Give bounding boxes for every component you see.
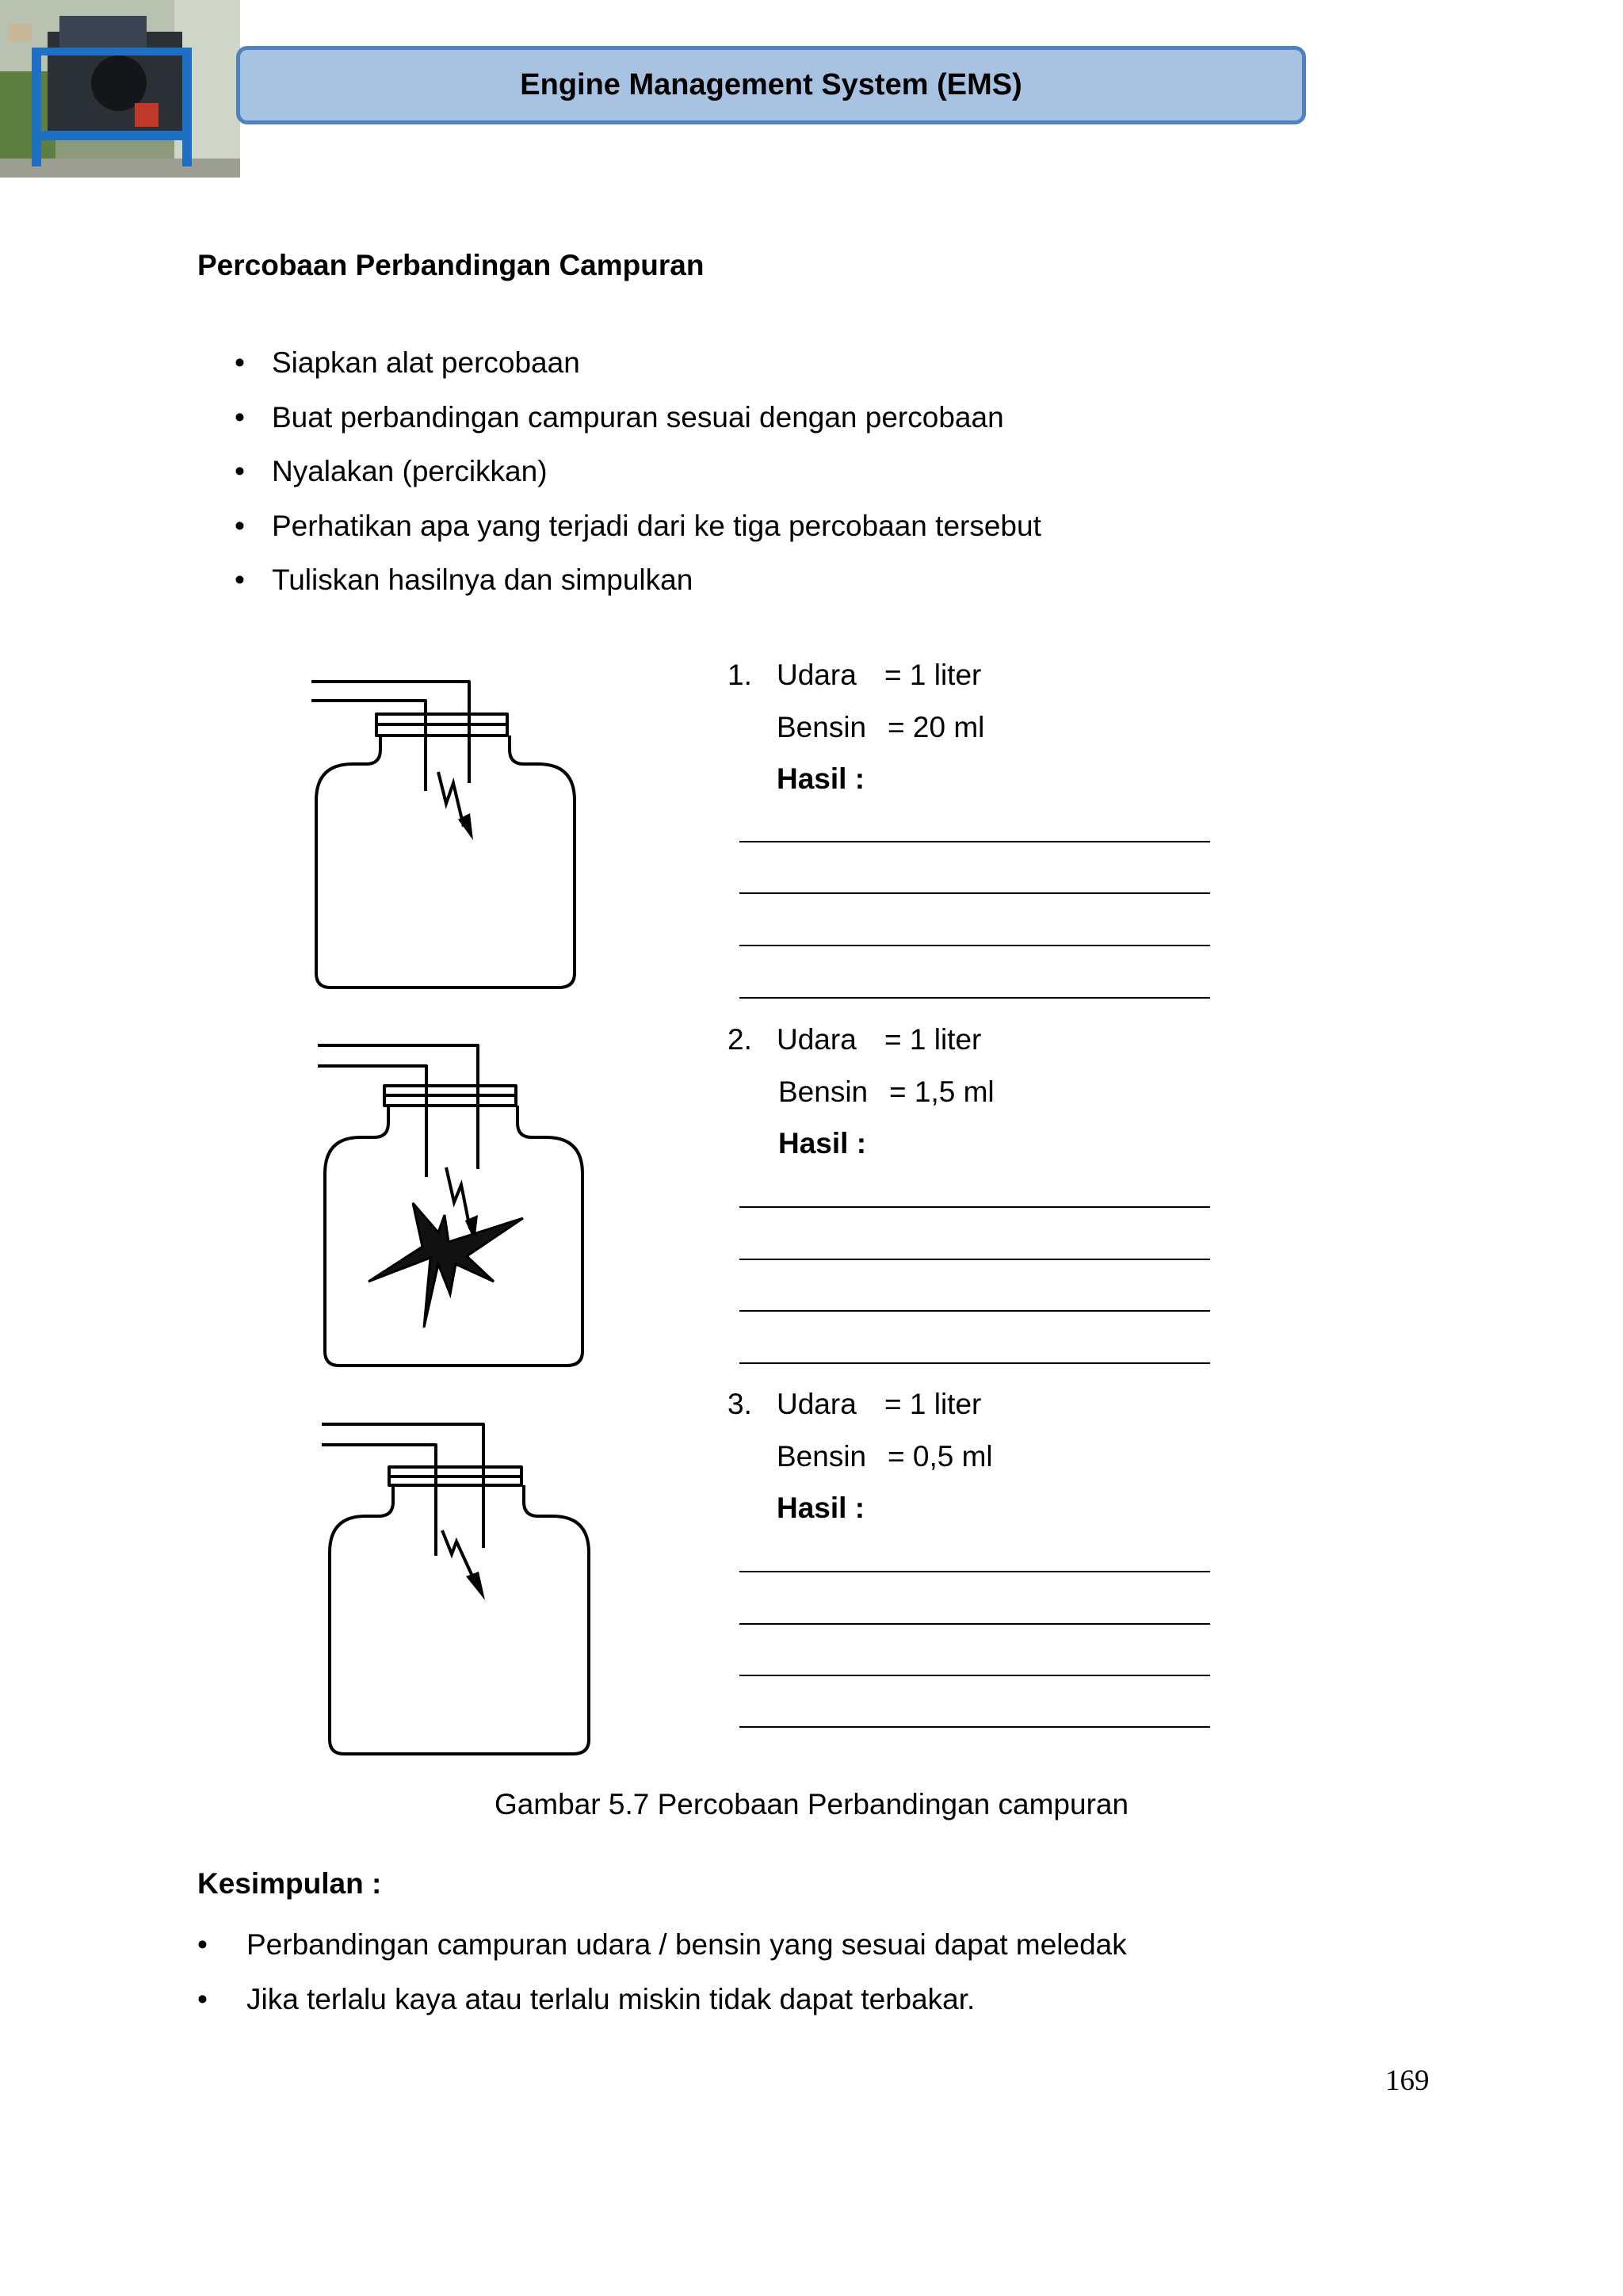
bensin-label: Bensin <box>777 711 867 743</box>
figure-caption: Gambar 5.7 Percobaan Perbandingan campuran <box>494 1788 1129 1820</box>
udara-label: Udara <box>777 659 857 691</box>
experiment-number: 2. <box>727 1023 752 1056</box>
header-banner <box>236 46 1306 124</box>
conclusion-item: • Jika terlalu kaya atau terlalu miskin tidak dapat terbakar. <box>197 1977 1127 2032</box>
experiment-2 <box>727 1018 1219 1374</box>
engine-stand-photo <box>0 0 240 178</box>
answer-line[interactable] <box>739 997 1210 999</box>
answer-line[interactable] <box>739 1675 1210 1676</box>
bensin-label: Bensin <box>777 1440 867 1473</box>
bensin-value: = 0,5 ml <box>888 1440 993 1473</box>
answer-line[interactable] <box>739 1726 1210 1728</box>
experiment-1 <box>727 653 1219 1010</box>
jar-diagram-3 <box>315 1413 601 1762</box>
answer-line[interactable] <box>739 945 1210 946</box>
udara-label: Udara <box>777 1388 857 1420</box>
hasil-label: Hasil : <box>777 1492 865 1524</box>
procedure-step: • Tuliskan hasilnya dan simpulkan <box>235 558 1041 613</box>
experiment-3 <box>727 1382 1219 1739</box>
answer-line[interactable] <box>739 1362 1210 1364</box>
udara-value: = 1 liter <box>884 1023 982 1056</box>
procedure-step: • Perhatikan apa yang terjadi dari ke tiga percobaan tersebut <box>235 504 1041 559</box>
procedure-step: • Siapkan alat percobaan <box>235 341 1041 395</box>
jar-diagram-2 <box>311 1034 597 1375</box>
bensin-value: = 1,5 ml <box>889 1075 995 1108</box>
hasil-label: Hasil : <box>778 1127 867 1159</box>
answer-line[interactable] <box>739 1206 1210 1208</box>
jar-diagram-1 <box>305 664 590 997</box>
answer-line[interactable] <box>739 1623 1210 1625</box>
answer-line[interactable] <box>739 892 1210 894</box>
header-title: Engine Management System (EMS) <box>520 68 1022 101</box>
page-number: 169 <box>1385 2065 1430 2097</box>
conclusion-title: Kesimpulan : <box>197 1867 382 1900</box>
udara-label: Udara <box>777 1023 857 1056</box>
section-title: Percobaan Perbandingan Campuran <box>197 249 705 281</box>
answer-line[interactable] <box>739 1571 1210 1572</box>
bensin-value: = 20 ml <box>888 711 985 743</box>
conclusion-list <box>197 1923 1127 2031</box>
experiment-number: 1. <box>727 659 752 691</box>
procedure-step: • Buat perbandingan campuran sesuai dengan percobaan <box>235 395 1041 450</box>
udara-value: = 1 liter <box>884 1388 982 1420</box>
answer-line[interactable] <box>739 1310 1210 1312</box>
bensin-label: Bensin <box>778 1075 869 1108</box>
procedure-step: • Nyalakan (percikkan) <box>235 449 1041 504</box>
procedure-list <box>235 341 1041 613</box>
conclusion-item: • Perbandingan campuran udara / bensin yang sesuai dapat meledak <box>197 1923 1127 1977</box>
experiment-number: 3. <box>727 1388 752 1420</box>
hasil-label: Hasil : <box>777 762 865 795</box>
udara-value: = 1 liter <box>884 659 982 691</box>
answer-line[interactable] <box>739 841 1210 842</box>
answer-line[interactable] <box>739 1259 1210 1260</box>
